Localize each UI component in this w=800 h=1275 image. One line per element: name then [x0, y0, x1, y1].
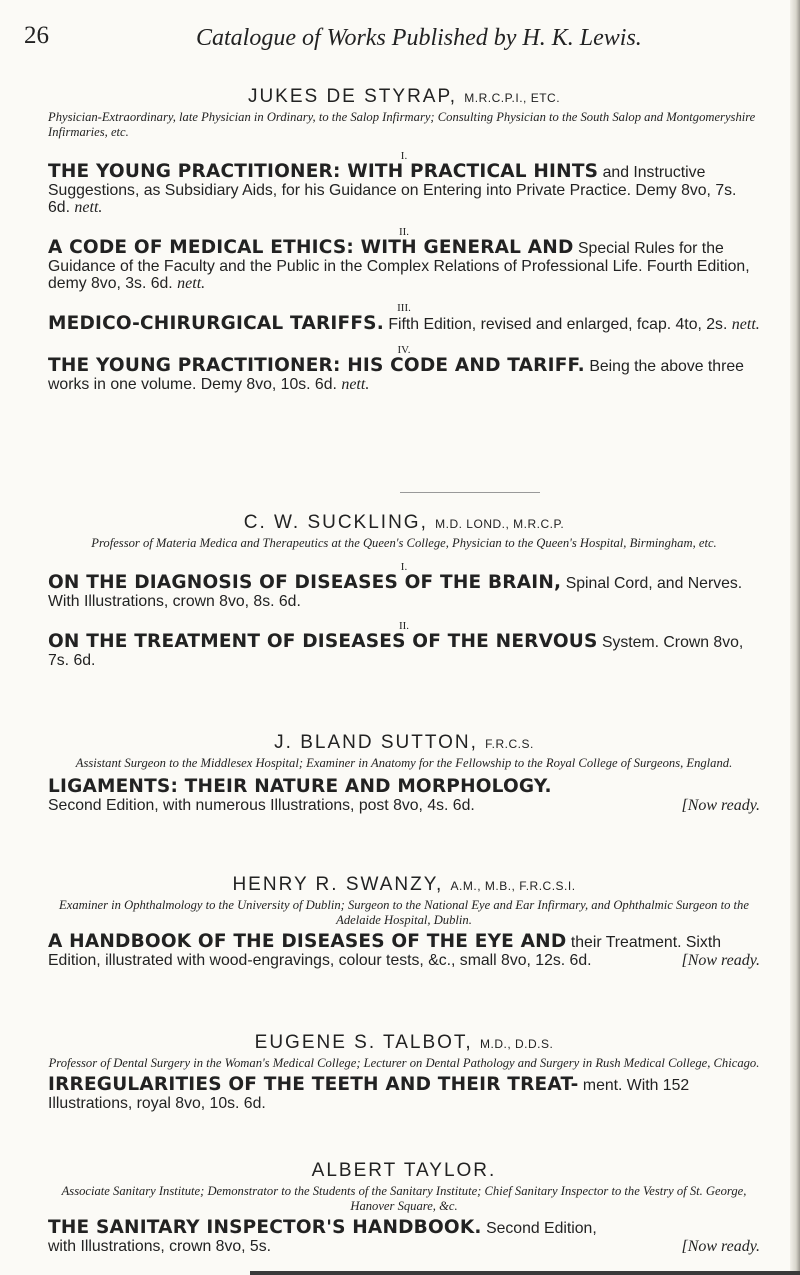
author-entry-jukes-de-styrap [48, 86, 760, 393]
work-title: A CODE OF MEDICAL ETHICS: WITH GENERAL AND [48, 237, 574, 258]
page-header [22, 22, 760, 62]
author-role: Assistant Surgeon to the Middlesex Hospital; Examiner in Anatomy for the Fellowship to the Royal College of Surgeons, England. [75, 756, 733, 770]
work-nett: nett. [341, 376, 370, 393]
work-item [48, 632, 760, 669]
author-name: ALBERT TAYLOR. [311, 1160, 497, 1181]
work-description: System. Crown 8vo, 7s. 6d. [48, 634, 744, 669]
work-title: LIGAMENTS: THEIR NATURE AND MORPHOLOGY. [48, 776, 552, 797]
work-numeral: I. [400, 150, 408, 162]
work-description: Being the above three works in one volume. Demy 8vo, 10s. 6d. [48, 358, 744, 393]
work-numeral: I. [400, 561, 408, 573]
work-nett: nett. [177, 275, 206, 292]
work-title: THE YOUNG PRACTITIONER: HIS CODE AND TARIFF. [48, 355, 585, 376]
author-name: C. W. SUCKLING, M.D. LOND., M.R.C.P. [243, 512, 565, 533]
work-item [48, 573, 760, 610]
work-item [48, 238, 760, 292]
work-edition: Second Edition, [486, 1220, 597, 1237]
work-nett: nett. [731, 316, 760, 333]
work-description: Fifth Edition, revised and enlarged, fcap. 4to, 2s. [388, 316, 728, 333]
work-title: THE SANITARY INSPECTOR'S HANDBOOK. [48, 1217, 482, 1238]
author-entry-suckling [48, 512, 760, 669]
author-name: HENRY R. SWANZY, A.M., M.B., F.R.C.S.I. [232, 874, 576, 895]
now-ready-note: [Now ready. [681, 1238, 760, 1255]
work-title: IRREGULARITIES OF THE TEETH AND THEIR TREAT- [48, 1074, 579, 1095]
author-role: Professor of Materia Medica and Therapeutics at the Queen's College, Physician to the Queen's Hospital, Birmingham, etc. [91, 536, 717, 550]
work-description: Second Edition, with numerous Illustrations, post 8vo, 4s. 6d. [48, 797, 475, 814]
work-description: ment. With 152 Illustrations, royal 8vo, 10s. 6d. [48, 1077, 690, 1112]
section-divider [400, 492, 540, 493]
work-description: and Instructive Suggestions, as Subsidiary Aids, for his Guidance on Entering into Private Practice. Demy 8vo, 7s. 6d. [48, 164, 737, 216]
author-role: Examiner in Ophthalmology to the University of Dublin; Surgeon to the National Eye and Ear Infirmary, and Ophthalmic Surgeon to the Adelaide Hospital, Dublin. [59, 898, 749, 927]
author-role: Physician-Extraordinary, late Physician in Ordinary, to the Salop Infirmary; Consulting Physician to the South Salop and Montgomeryshire Infirmaries, etc. [48, 110, 756, 139]
author-entry-swanzy [48, 874, 760, 969]
work-description: Spinal Cord, and Nerves. With Illustrations, crown 8vo, 8s. 6d. [48, 575, 743, 610]
running-title: Catalogue of Works Published by H. K. Lewis. [196, 25, 642, 51]
work-item [48, 932, 760, 969]
work-description: with Illustrations, crown 8vo, 5s. [48, 1238, 271, 1255]
work-numeral: II. [398, 226, 410, 238]
work-item [48, 162, 760, 216]
work-title: THE YOUNG PRACTITIONER: WITH PRACTICAL HINTS [48, 161, 599, 182]
author-name: J. BLAND SUTTON, F.R.C.S. [274, 732, 534, 753]
work-numeral: II. [398, 620, 410, 632]
work-item [48, 1075, 760, 1112]
work-item [48, 777, 760, 814]
work-numeral: III. [397, 302, 411, 314]
work-numeral: IV. [397, 344, 411, 356]
author-role: Professor of Dental Surgery in the Woman's Medical College; Lecturer on Dental Pathology and Surgery in Rush Medical College, Chicago. [48, 1056, 760, 1070]
author-name: JUKES DE STYRAP, M.R.C.P.I., ETC. [247, 86, 561, 107]
page-number: 26 [24, 22, 49, 49]
page-bottom-edge [250, 1271, 800, 1275]
page-edge-shadow [790, 0, 800, 1275]
author-name: EUGENE S. TALBOT, M.D., D.D.S. [254, 1032, 554, 1053]
work-description: their Treatment. Sixth Edition, illustrated with wood-engravings, colour tests, &c., small 8vo, 12s. 6d. [48, 934, 722, 969]
work-title: ON THE TREATMENT OF DISEASES OF THE NERVOUS [48, 631, 598, 652]
work-title: A HANDBOOK OF THE DISEASES OF THE EYE AND [48, 931, 567, 952]
work-item [48, 356, 760, 393]
author-entry-talbot [48, 1032, 760, 1112]
work-title: MEDICO-CHIRURGICAL TARIFFS. [48, 313, 384, 334]
work-nett: nett. [74, 199, 103, 216]
now-ready-note: [Now ready. [681, 952, 760, 969]
work-description: Special Rules for the Guidance of the Faculty and the Public in the Complex Relations of Professional Life. Fourth Edition, demy 8vo, 3s. 6d. [48, 240, 750, 292]
work-title: ON THE DIAGNOSIS OF DISEASES OF THE BRAIN, [48, 572, 562, 593]
author-entry-taylor [48, 1160, 760, 1255]
author-role: Associate Sanitary Institute; Demonstrator to the Students of the Sanitary Institute; Chief Sanitary Inspector to the Vestry of St. George, Hanover Square, &c. [61, 1184, 747, 1213]
work-item [48, 314, 760, 334]
author-entry-bland-sutton [48, 732, 760, 814]
now-ready-note: [Now ready. [681, 797, 760, 814]
work-item [48, 1218, 760, 1255]
